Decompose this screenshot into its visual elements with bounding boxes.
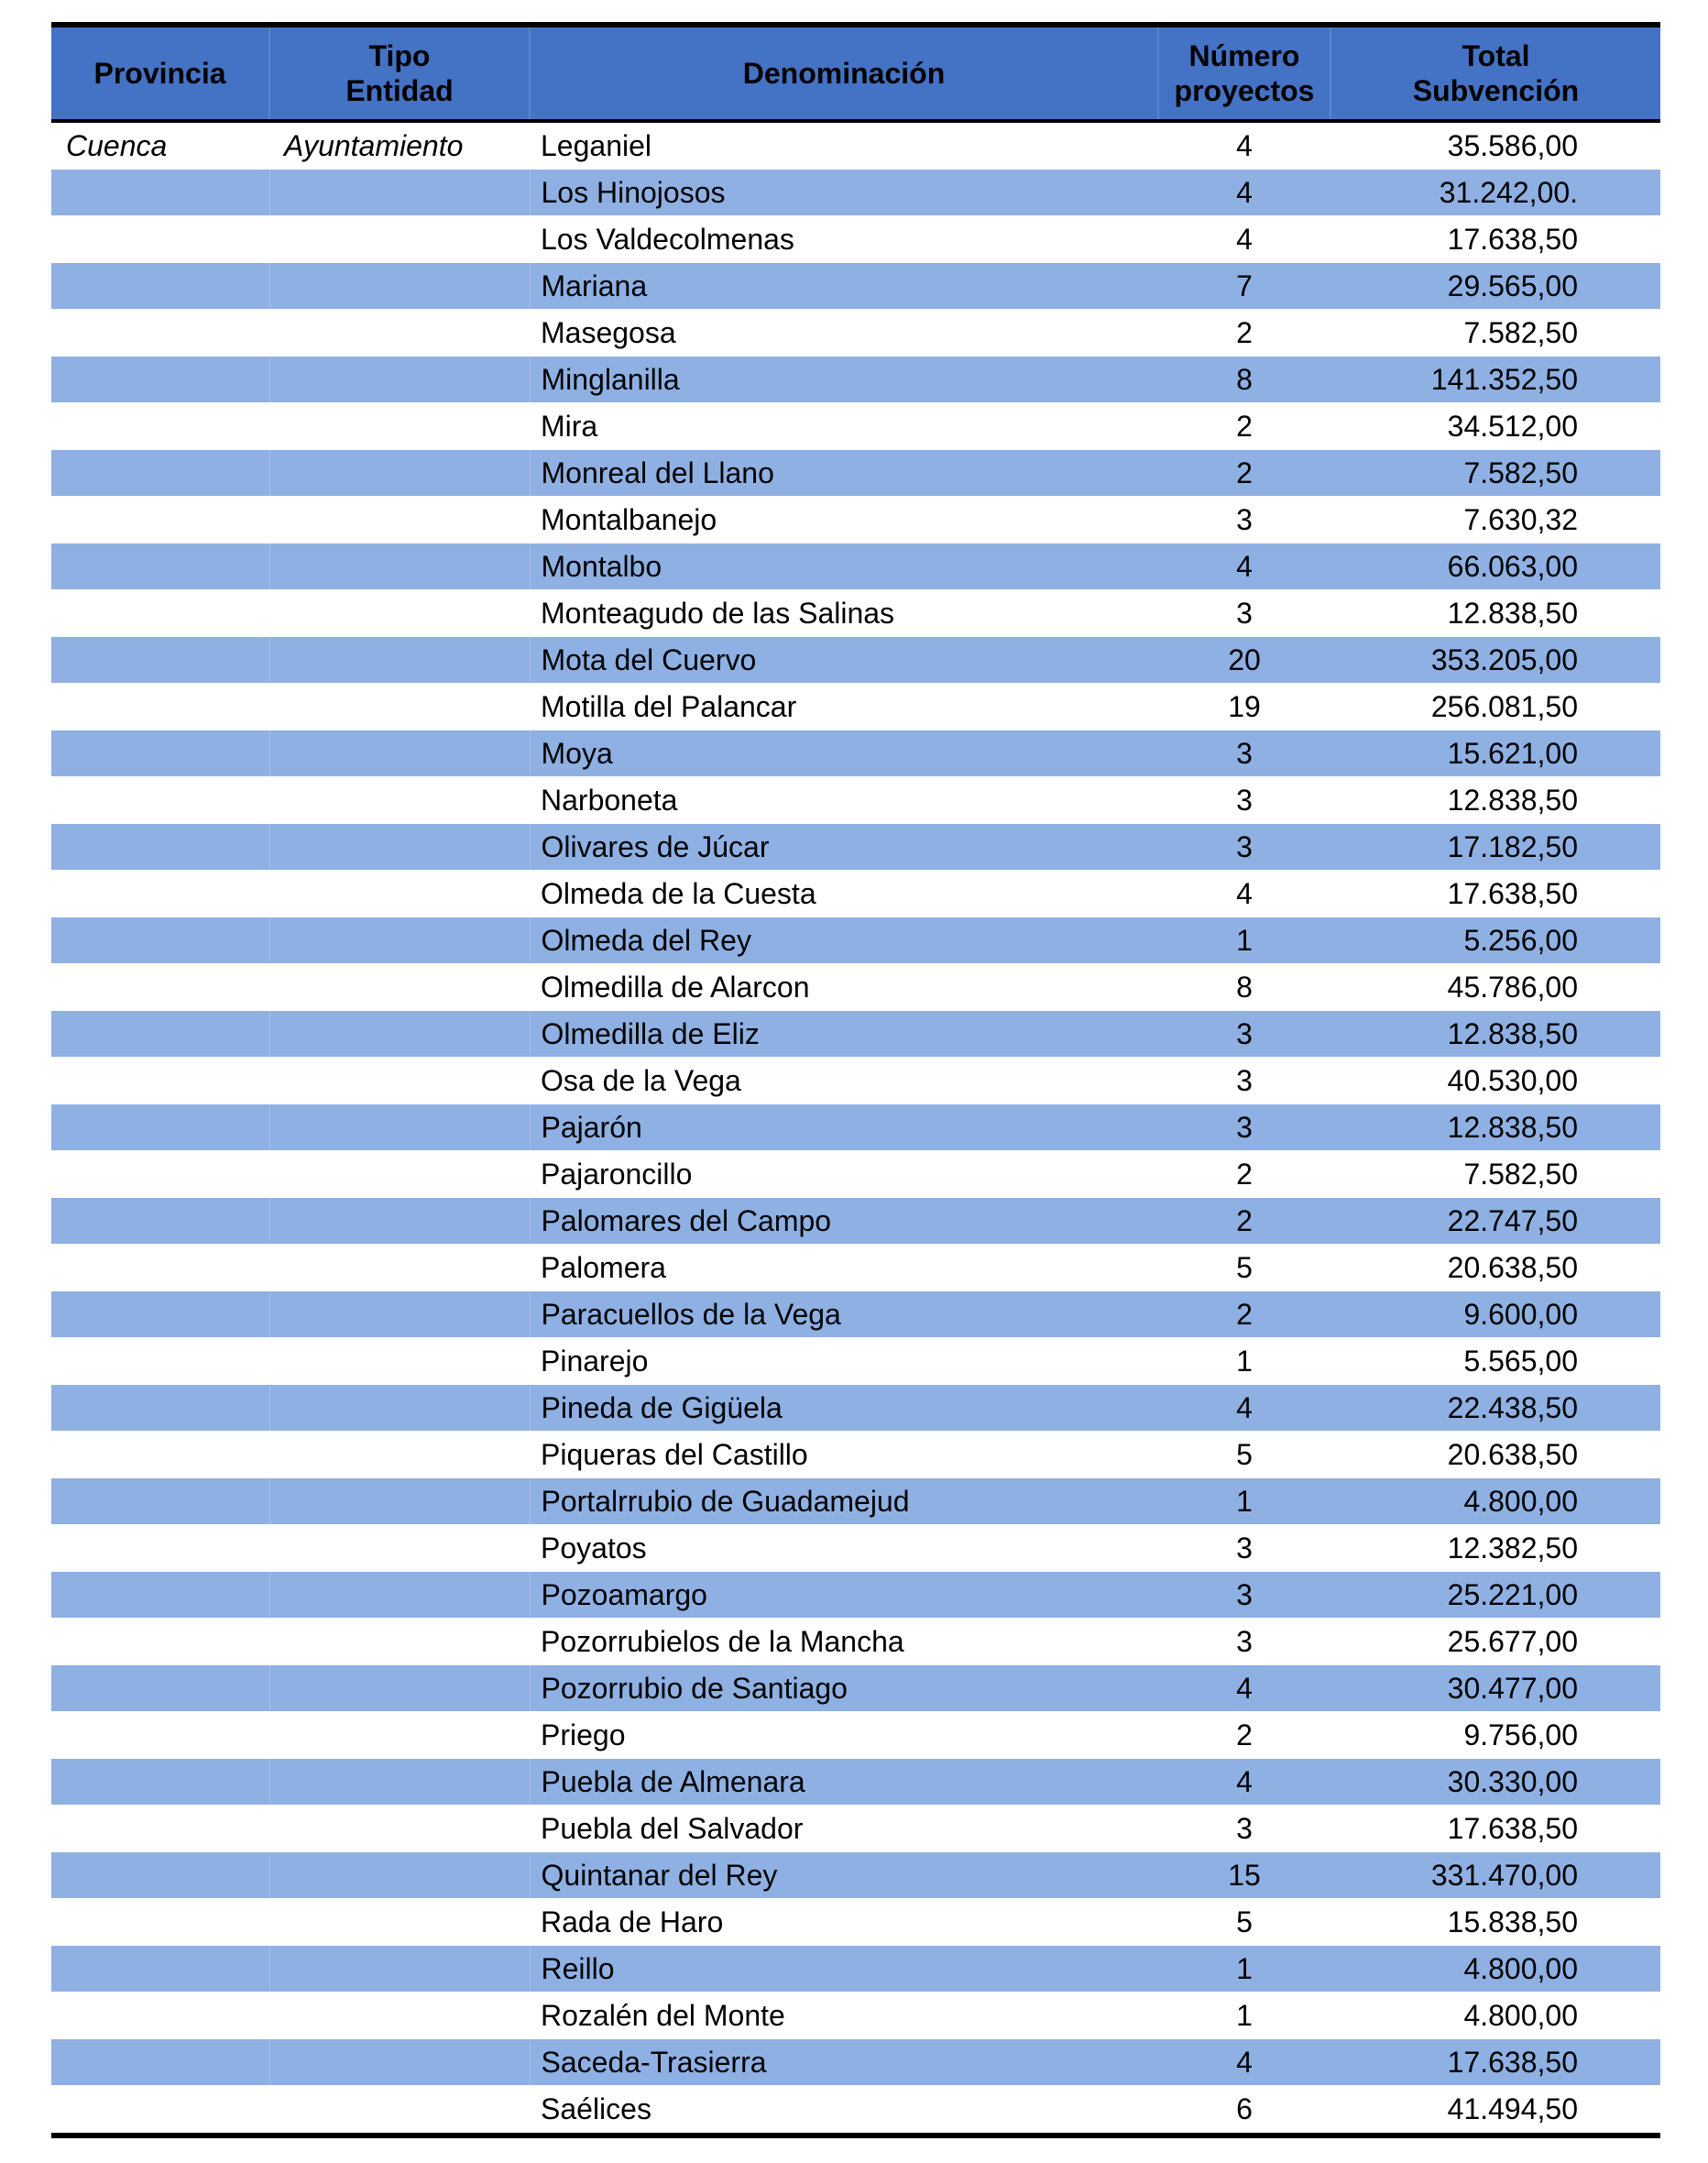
denominacion-cell: Rada de Haro [530,1899,1158,1946]
provincia-cell [51,917,269,964]
tipo-entidad-cell [269,1525,530,1572]
numero-proyectos-cell: 8 [1158,357,1330,403]
numero-proyectos-cell: 2 [1158,1151,1330,1198]
denominacion-cell: Osa de la Vega [530,1058,1158,1104]
numero-proyectos-cell: 1 [1158,1993,1330,2039]
total-subvencion-cell: 20.638,50 [1330,1245,1660,1291]
provincia-cell [51,684,269,730]
tipo-entidad-cell [269,1665,530,1712]
provincia-cell [51,357,269,403]
numero-proyectos-cell: 2 [1158,1198,1330,1245]
numero-proyectos-cell: 1 [1158,1946,1330,1993]
total-subvencion-cell: 31.242,00. [1330,170,1660,216]
tipo-entidad-cell [269,1245,530,1291]
provincia-cell [51,871,269,917]
provincia-cell [51,450,269,497]
denominacion-cell: Pineda de Gigüela [530,1385,1158,1432]
provincia-cell [51,1806,269,1852]
tipo-entidad-cell [269,450,530,497]
tipo-entidad-cell [269,497,530,543]
tipo-entidad-cell [269,2039,530,2086]
denominacion-cell: Reillo [530,1946,1158,1993]
denominacion-cell: Pozorrubielos de la Mancha [530,1619,1158,1665]
denominacion-cell: Monreal del Llano [530,450,1158,497]
table-row [51,777,1660,824]
numero-proyectos-cell: 15 [1158,1852,1330,1899]
total-subvencion-cell: 17.638,50 [1330,1806,1660,1852]
table-row [51,1852,1660,1899]
total-subvencion-cell: 12.382,50 [1330,1525,1660,1572]
tipo-entidad-cell [269,1572,530,1619]
provincia-cell [51,216,269,263]
table-body [51,123,1660,2133]
tipo-entidad-cell [269,216,530,263]
tipo-entidad-cell: Ayuntamiento [269,123,530,170]
numero-proyectos-cell: 3 [1158,590,1330,637]
numero-proyectos-cell: 3 [1158,1572,1330,1619]
provincia-cell [51,1432,269,1478]
numero-proyectos-cell: 3 [1158,1525,1330,1572]
numero-proyectos-cell: 5 [1158,1432,1330,1478]
total-subvencion-cell: 22.747,50 [1330,1198,1660,1245]
provincia-cell [51,1198,269,1245]
table-row [51,964,1660,1011]
numero-proyectos-cell: 8 [1158,964,1330,1011]
denominacion-cell: Los Hinojosos [530,170,1158,216]
tipo-entidad-cell [269,1432,530,1478]
denominacion-cell: Portalrrubio de Guadamejud [530,1478,1158,1525]
header-tipo-line2: Entidad [345,74,454,107]
denominacion-cell: Olmeda de la Cuesta [530,871,1158,917]
denominacion-cell: Monteagudo de las Salinas [530,590,1158,637]
tipo-entidad-cell [269,1338,530,1385]
numero-proyectos-cell: 6 [1158,2086,1330,2133]
table-row [51,1338,1660,1385]
denominacion-cell: Poyatos [530,1525,1158,1572]
table-row [51,1245,1660,1291]
denominacion-cell: Montalbo [530,543,1158,590]
total-subvencion-cell: 34.512,00 [1330,403,1660,450]
numero-proyectos-cell: 2 [1158,450,1330,497]
denominacion-cell: Montalbanejo [530,497,1158,543]
table-row [51,730,1660,777]
table-row [51,1806,1660,1852]
numero-proyectos-cell: 5 [1158,1245,1330,1291]
header-provincia [51,27,269,119]
total-subvencion-cell: 20.638,50 [1330,1432,1660,1478]
numero-proyectos-cell: 19 [1158,684,1330,730]
numero-proyectos-cell: 3 [1158,1058,1330,1104]
table-row [51,1011,1660,1058]
table-row [51,1104,1660,1151]
numero-proyectos-cell: 5 [1158,1899,1330,1946]
total-subvencion-cell: 353.205,00 [1330,637,1660,684]
table-row [51,1946,1660,1993]
provincia-cell [51,1572,269,1619]
total-subvencion-cell: 35.586,00 [1330,123,1660,170]
numero-proyectos-cell: 4 [1158,1665,1330,1712]
denominacion-cell: Pajarón [530,1104,1158,1151]
provincia-cell [51,170,269,216]
numero-proyectos-cell: 3 [1158,1619,1330,1665]
table-row [51,1993,1660,2039]
total-subvencion-cell: 9.756,00 [1330,1712,1660,1759]
tipo-entidad-cell [269,1806,530,1852]
numero-proyectos-cell: 3 [1158,730,1330,777]
provincia-cell [51,1151,269,1198]
total-subvencion-cell: 25.221,00 [1330,1572,1660,1619]
denominacion-cell: Saceda-Trasierra [530,2039,1158,2086]
numero-proyectos-cell: 1 [1158,1478,1330,1525]
table-row [51,2086,1660,2133]
provincia-cell [51,1712,269,1759]
tipo-entidad-cell [269,824,530,871]
denominacion-cell: Narboneta [530,777,1158,824]
tipo-entidad-cell [269,170,530,216]
tipo-entidad-cell [269,263,530,310]
table-row [51,403,1660,450]
numero-proyectos-cell: 1 [1158,1338,1330,1385]
table-row [51,1478,1660,1525]
provincia-cell [51,777,269,824]
tipo-entidad-cell [269,684,530,730]
total-subvencion-cell: 15.838,50 [1330,1899,1660,1946]
provincia-cell [51,1525,269,1572]
denominacion-cell: Olmedilla de Eliz [530,1011,1158,1058]
total-subvencion-cell: 12.838,50 [1330,777,1660,824]
header-denominacion-label: Denominación [742,57,946,90]
denominacion-cell: Priego [530,1712,1158,1759]
total-subvencion-cell: 12.838,50 [1330,1011,1660,1058]
tipo-entidad-cell [269,917,530,964]
provincia-cell [51,730,269,777]
tipo-entidad-cell [269,964,530,1011]
tipo-entidad-cell [269,1619,530,1665]
total-subvencion-cell: 22.438,50 [1330,1385,1660,1432]
header-total-line1: Total [1462,39,1530,72]
provincia-cell [51,824,269,871]
numero-proyectos-cell: 4 [1158,1759,1330,1806]
denominacion-cell: Quintanar del Rey [530,1852,1158,1899]
table-row [51,824,1660,871]
tipo-entidad-cell [269,637,530,684]
tipo-entidad-cell [269,357,530,403]
table-row [51,2039,1660,2086]
tipo-entidad-cell [269,403,530,450]
denominacion-cell: Mariana [530,263,1158,310]
numero-proyectos-cell: 4 [1158,170,1330,216]
table-row [51,590,1660,637]
table-row [51,684,1660,730]
table-row [51,1432,1660,1478]
header-provincia-label: Provincia [93,57,226,90]
tipo-entidad-cell [269,590,530,637]
denominacion-cell: Palomares del Campo [530,1198,1158,1245]
denominacion-cell: Palomera [530,1245,1158,1291]
tipo-entidad-cell [269,1291,530,1338]
denominacion-cell: Pinarejo [530,1338,1158,1385]
total-subvencion-cell: 5.565,00 [1330,1338,1660,1385]
table-row [51,1291,1660,1338]
total-subvencion-cell: 256.081,50 [1330,684,1660,730]
denominacion-cell: Puebla del Salvador [530,1806,1158,1852]
tipo-entidad-cell [269,1058,530,1104]
total-subvencion-cell: 12.838,50 [1330,1104,1660,1151]
table-row [51,1712,1660,1759]
provincia-cell [51,403,269,450]
numero-proyectos-cell: 4 [1158,871,1330,917]
table-row [51,170,1660,216]
total-subvencion-cell: 66.063,00 [1330,543,1660,590]
denominacion-cell: Pajaroncillo [530,1151,1158,1198]
tipo-entidad-cell [269,2086,530,2133]
header-total-subvencion [1330,27,1660,119]
provincia-cell [51,1993,269,2039]
tipo-entidad-cell [269,1946,530,1993]
total-subvencion-cell: 30.477,00 [1330,1665,1660,1712]
numero-proyectos-cell: 3 [1158,1011,1330,1058]
denominacion-cell: Saélices [530,2086,1158,2133]
tipo-entidad-cell [269,1104,530,1151]
table-row [51,1525,1660,1572]
numero-proyectos-cell: 3 [1158,1104,1330,1151]
denominacion-cell: Moya [530,730,1158,777]
table-row [51,1759,1660,1806]
provincia-cell [51,1478,269,1525]
total-subvencion-cell: 25.677,00 [1330,1619,1660,1665]
provincia-cell [51,263,269,310]
denominacion-cell: Piqueras del Castillo [530,1432,1158,1478]
numero-proyectos-cell: 2 [1158,403,1330,450]
denominacion-cell: Puebla de Almenara [530,1759,1158,1806]
provincia-cell [51,1946,269,1993]
total-subvencion-cell: 15.621,00 [1330,730,1660,777]
table-row [51,1385,1660,1432]
total-subvencion-cell: 17.638,50 [1330,2039,1660,2086]
denominacion-cell: Pozoamargo [530,1572,1158,1619]
table-row [51,497,1660,543]
total-subvencion-cell: 17.638,50 [1330,871,1660,917]
provincia-cell [51,1011,269,1058]
total-subvencion-cell: 41.494,50 [1330,2086,1660,2133]
table-row [51,123,1660,170]
denominacion-cell: Mota del Cuervo [530,637,1158,684]
tipo-entidad-cell [269,1385,530,1432]
provincia-cell: Cuenca [51,123,269,170]
provincia-cell [51,543,269,590]
table-row [51,1665,1660,1712]
total-subvencion-cell: 4.800,00 [1330,1946,1660,1993]
tipo-entidad-cell [269,1478,530,1525]
tipo-entidad-cell [269,730,530,777]
total-subvencion-cell: 331.470,00 [1330,1852,1660,1899]
denominacion-cell: Pozorrubio de Santiago [530,1665,1158,1712]
tipo-entidad-cell [269,871,530,917]
numero-proyectos-cell: 4 [1158,543,1330,590]
provincia-cell [51,1291,269,1338]
numero-proyectos-cell: 2 [1158,310,1330,357]
numero-proyectos-cell: 2 [1158,1291,1330,1338]
provincia-cell [51,1338,269,1385]
denominacion-cell: Mira [530,403,1158,450]
header-numero-line1: Número [1188,39,1300,72]
total-subvencion-cell: 5.256,00 [1330,917,1660,964]
total-subvencion-cell: 141.352,50 [1330,357,1660,403]
table-row [51,450,1660,497]
provincia-cell [51,2039,269,2086]
total-subvencion-cell: 45.786,00 [1330,964,1660,1011]
table [51,27,1660,2133]
table-row [51,1198,1660,1245]
tipo-entidad-cell [269,777,530,824]
denominacion-cell: Olmedilla de Alarcon [530,964,1158,1011]
provincia-cell [51,1245,269,1291]
tipo-entidad-cell [269,1712,530,1759]
tipo-entidad-cell [269,1198,530,1245]
table-row [51,216,1660,263]
tipo-entidad-cell [269,1852,530,1899]
total-subvencion-cell: 29.565,00 [1330,263,1660,310]
total-subvencion-cell: 17.638,50 [1330,216,1660,263]
tipo-entidad-cell [269,1759,530,1806]
table-row [51,1151,1660,1198]
numero-proyectos-cell: 3 [1158,824,1330,871]
tipo-entidad-cell [269,1011,530,1058]
denominacion-cell: Rozalén del Monte [530,1993,1158,2039]
denominacion-cell: Minglanilla [530,357,1158,403]
denominacion-cell: Leganiel [530,123,1158,170]
total-subvencion-cell: 4.800,00 [1330,1478,1660,1525]
denominacion-cell: Masegosa [530,310,1158,357]
numero-proyectos-cell: 4 [1158,2039,1330,2086]
header-tipo-entidad [269,27,530,119]
provincia-cell [51,590,269,637]
provincia-cell [51,497,269,543]
denominacion-cell: Motilla del Palancar [530,684,1158,730]
table-row [51,1058,1660,1104]
provincia-cell [51,637,269,684]
provincia-cell [51,1104,269,1151]
numero-proyectos-cell: 20 [1158,637,1330,684]
numero-proyectos-cell: 4 [1158,123,1330,170]
numero-proyectos-cell: 1 [1158,917,1330,964]
numero-proyectos-cell: 4 [1158,1385,1330,1432]
total-subvencion-cell: 9.600,00 [1330,1291,1660,1338]
total-subvencion-cell: 30.330,00 [1330,1759,1660,1806]
total-subvencion-cell: 4.800,00 [1330,1993,1660,2039]
denominacion-cell: Paracuellos de la Vega [530,1291,1158,1338]
subsidy-table [51,22,1660,2138]
provincia-cell [51,1899,269,1946]
table-row [51,1572,1660,1619]
table-header [51,27,1660,119]
provincia-cell [51,1665,269,1712]
total-subvencion-cell: 7.582,50 [1330,1151,1660,1198]
provincia-cell [51,1058,269,1104]
tipo-entidad-cell [269,1993,530,2039]
table-row [51,871,1660,917]
tipo-entidad-cell [269,1899,530,1946]
numero-proyectos-cell: 2 [1158,1712,1330,1759]
table-row [51,1899,1660,1946]
table-row [51,310,1660,357]
provincia-cell [51,1852,269,1899]
total-subvencion-cell: 7.582,50 [1330,310,1660,357]
table-row [51,1619,1660,1665]
header-denominacion [530,27,1158,119]
total-subvencion-cell: 12.838,50 [1330,590,1660,637]
total-subvencion-cell: 40.530,00 [1330,1058,1660,1104]
denominacion-cell: Olivares de Júcar [530,824,1158,871]
table-row [51,637,1660,684]
provincia-cell [51,1619,269,1665]
bottom-rule [51,2133,1660,2138]
provincia-cell [51,2086,269,2133]
tipo-entidad-cell [269,543,530,590]
numero-proyectos-cell: 7 [1158,263,1330,310]
table-row [51,263,1660,310]
header-tipo-line1: Tipo [368,39,431,72]
table-row [51,543,1660,590]
provincia-cell [51,1759,269,1806]
total-subvencion-cell: 7.582,50 [1330,450,1660,497]
provincia-cell [51,310,269,357]
header-numero-proyectos [1158,27,1330,119]
header-total-line2: Subvención [1412,74,1580,107]
total-subvencion-cell: 17.182,50 [1330,824,1660,871]
numero-proyectos-cell: 4 [1158,216,1330,263]
provincia-cell [51,1385,269,1432]
numero-proyectos-cell: 3 [1158,1806,1330,1852]
denominacion-cell: Olmeda del Rey [530,917,1158,964]
numero-proyectos-cell: 3 [1158,777,1330,824]
tipo-entidad-cell [269,310,530,357]
total-subvencion-cell: 7.630,32 [1330,497,1660,543]
header-numero-line2: proyectos [1174,74,1315,107]
numero-proyectos-cell: 3 [1158,497,1330,543]
table-row [51,917,1660,964]
denominacion-cell: Los Valdecolmenas [530,216,1158,263]
provincia-cell [51,964,269,1011]
table-row [51,357,1660,403]
tipo-entidad-cell [269,1151,530,1198]
